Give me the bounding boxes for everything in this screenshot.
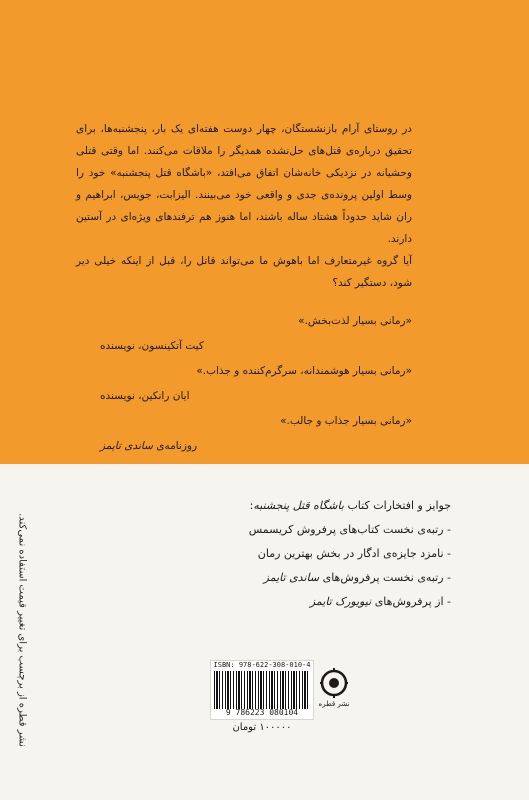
blurb	[76, 118, 412, 294]
review-quotes	[76, 308, 412, 458]
award-item	[215, 566, 451, 590]
award-item	[215, 590, 451, 614]
award-newspaper: نیویورک تایمز	[309, 595, 372, 608]
publisher-name: نشر قطره	[318, 700, 350, 708]
award-newspaper: ساندی تایمز	[263, 571, 320, 584]
barcode	[214, 671, 310, 709]
award-item	[215, 542, 451, 566]
awards-heading-suffix: :	[249, 499, 254, 512]
blurb-paragraph: در روستای آرام بازنشستگان، چهار دوست هفته‌ای یک بار، پنجشنبه‌ها، برای تحقیق درباره‌ی قتل‌های حل‌نشده همدیگر را ملاقات می‌کنند. اما وقتی قتلی وحشیانه در نزدیکی خانه‌شان اتفاق می‌افتد، «باشگاه قتل پنجشنبه» خود را وسط اولین پرونده‌ی جدی و واقعی خود می‌بینند. الیزابت، جویس، ابراهیم و ران شاید حدوداً هشتاد ساله باشند، اما هنوز هم ترفندهای ویژه‌ای در آستین دارند.	[76, 123, 412, 245]
quote-attribution: کیت آتکینسون، نویسنده	[100, 340, 204, 352]
attribution-prefix: روزنامه‌ی	[152, 440, 198, 452]
isbn-text: ISBN: 978-622-308-010-4	[213, 661, 311, 669]
award-text: - از پرفروش‌های	[371, 595, 451, 608]
awards-heading-prefix: جوایز و افتخارات کتاب	[343, 499, 451, 512]
publisher-logo-icon	[320, 668, 348, 698]
awards-heading	[215, 494, 451, 518]
quote-text: «رمانی بسیار جذاب و جالب.»	[280, 415, 412, 427]
quote-text: «رمانی بسیار لذت‌بخش.»	[298, 315, 412, 327]
award-item	[215, 518, 451, 542]
award-text: - رتبه‌ی نخست کتاب‌های پرفروش کریسمس	[248, 523, 451, 536]
barcode-number: 9 786223 080104	[225, 708, 299, 717]
publisher-logo	[318, 668, 350, 718]
price-label-note	[12, 500, 32, 760]
newspaper-name: ساندی تایمز	[100, 440, 153, 452]
price: ۱۰۰۰۰۰ تومان	[232, 722, 292, 733]
blurb-question: آیا گروه غیرمتعارف اما باهوش ما می‌تواند قاتل را، قبل از اینکه خیلی دیر شود، دستگیر کند؟	[76, 255, 412, 289]
awards-list	[215, 494, 451, 614]
award-text: - نامزد جایزه‌ی ادگار در بخش بهترین رمان	[257, 547, 451, 560]
quote-text: «رمانی بسیار هوشمندانه، سرگرم‌کننده و جذاب.»	[196, 365, 412, 377]
quote-attribution: ایان رانکین، نویسنده	[100, 390, 190, 402]
price-label-note-text: نشر قطره از برچسب برای تغییر قیمت استفاده نمی‌کند.	[16, 513, 28, 747]
quote-attribution	[76, 434, 412, 458]
award-text: - رتبه‌ی نخست پرفروش‌های	[319, 571, 451, 584]
book-title: باشگاه قتل پنجشنبه	[253, 499, 344, 512]
